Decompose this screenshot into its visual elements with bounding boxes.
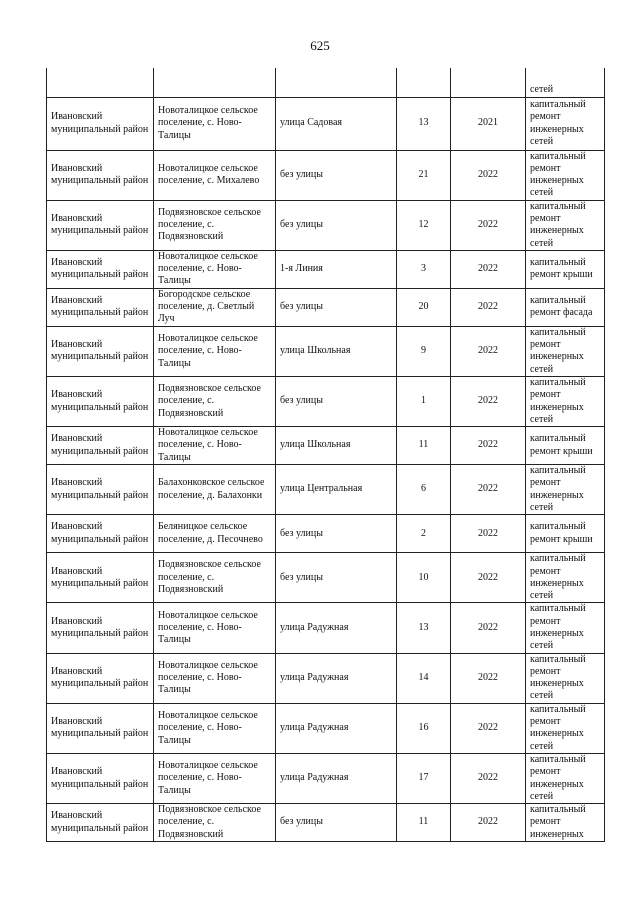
cell-house: 11 (397, 427, 451, 465)
cell-year: 2021 (451, 97, 526, 150)
cell-settlement: Новоталицкое сельское поселение, с. Ново-Талицы (154, 603, 276, 653)
table-row (47, 553, 605, 603)
cell-year: 2022 (451, 376, 526, 426)
cell-work: капитальный ремонт инженерных сетей (526, 465, 605, 515)
cell-year: 2022 (451, 515, 526, 553)
cell-settlement: Подвязновское сельское поселение, с. Подвязновский (154, 553, 276, 603)
cell-district: Ивановский муниципальный район (47, 515, 154, 553)
cell-district: Ивановский муниципальный район (47, 753, 154, 803)
cell-year: 2022 (451, 703, 526, 753)
cell-settlement: Новоталицкое сельское поселение, с. Ново-Талицы (154, 653, 276, 703)
table-row (47, 97, 605, 150)
cell-house: 10 (397, 553, 451, 603)
cell-street: улица Радужная (276, 703, 397, 753)
cell-settlement: Подвязновское сельское поселение, с. Подвязновский (154, 376, 276, 426)
table-row (47, 703, 605, 753)
cell-street: без улицы (276, 804, 397, 842)
cell-district (47, 68, 154, 97)
cell-settlement: Богородское сельское поселение, д. Светлый Луч (154, 288, 276, 326)
cell-house: 6 (397, 465, 451, 515)
cell-settlement: Подвязновское сельское поселение, с. Подвязновский (154, 200, 276, 250)
cell-district: Ивановский муниципальный район (47, 150, 154, 200)
cell-work: капитальный ремонт крыши (526, 427, 605, 465)
table-row (47, 150, 605, 200)
cell-house: 17 (397, 753, 451, 803)
cell-street: без улицы (276, 288, 397, 326)
cell-street: улица Школьная (276, 427, 397, 465)
cell-work: капитальный ремонт инженерных сетей (526, 97, 605, 150)
cell-district: Ивановский муниципальный район (47, 427, 154, 465)
cell-settlement: Новоталицкое сельское поселение, с. Ново-Талицы (154, 97, 276, 150)
cell-work: капитальный ремонт крыши (526, 515, 605, 553)
cell-street: без улицы (276, 376, 397, 426)
cell-settlement: Новоталицкое сельское поселение, с. Ново-Талицы (154, 703, 276, 753)
cell-settlement: Новоталицкое сельское поселение, с. Ново-Талицы (154, 427, 276, 465)
cell-district: Ивановский муниципальный район (47, 553, 154, 603)
cell-district: Ивановский муниципальный район (47, 603, 154, 653)
cell-year: 2022 (451, 465, 526, 515)
cell-work: сетей (526, 68, 605, 97)
cell-settlement: Подвязновское сельское поселение, с. Подвязновский (154, 804, 276, 842)
table-row (47, 753, 605, 803)
table-row (47, 326, 605, 376)
cell-street: без улицы (276, 515, 397, 553)
cell-work: капитальный ремонт инженерных сетей (526, 150, 605, 200)
cell-house: 20 (397, 288, 451, 326)
cell-district: Ивановский муниципальный район (47, 288, 154, 326)
housing-repair-table (46, 68, 605, 842)
cell-work: капитальный ремонт фасада (526, 288, 605, 326)
cell-house: 11 (397, 804, 451, 842)
table-row (47, 427, 605, 465)
cell-house: 2 (397, 515, 451, 553)
cell-district: Ивановский муниципальный район (47, 653, 154, 703)
cell-work: капитальный ремонт инженерных сетей (526, 200, 605, 250)
cell-work: капитальный ремонт инженерных сетей (526, 326, 605, 376)
cell-work: капитальный ремонт инженерных сетей (526, 703, 605, 753)
cell-year: 2022 (451, 250, 526, 288)
cell-district: Ивановский муниципальный район (47, 376, 154, 426)
cell-settlement: Новоталицкое сельское поселение, с. Ново-Талицы (154, 326, 276, 376)
cell-district: Ивановский муниципальный район (47, 465, 154, 515)
cell-work: капитальный ремонт инженерных сетей (526, 376, 605, 426)
cell-street (276, 68, 397, 97)
cell-work: капитальный ремонт инженерных сетей (526, 653, 605, 703)
table-row (47, 603, 605, 653)
table-row (47, 465, 605, 515)
cell-house: 12 (397, 200, 451, 250)
cell-house: 9 (397, 326, 451, 376)
cell-district: Ивановский муниципальный район (47, 250, 154, 288)
cell-district: Ивановский муниципальный район (47, 97, 154, 150)
cell-street: улица Школьная (276, 326, 397, 376)
cell-house: 21 (397, 150, 451, 200)
cell-work: капитальный ремонт инженерных сетей (526, 553, 605, 603)
cell-settlement: Новоталицкое сельское поселение, с. Ново-Талицы (154, 250, 276, 288)
cell-house: 1 (397, 376, 451, 426)
cell-settlement: Новоталицкое сельское поселение, с. Михалево (154, 150, 276, 200)
cell-year: 2022 (451, 427, 526, 465)
cell-settlement: Беляницкое сельское поселение, д. Песочнево (154, 515, 276, 553)
table-row (47, 250, 605, 288)
cell-work: капитальный ремонт инженерных сетей (526, 603, 605, 653)
cell-street: улица Радужная (276, 653, 397, 703)
cell-house: 16 (397, 703, 451, 753)
cell-street: улица Радужная (276, 753, 397, 803)
cell-district: Ивановский муниципальный район (47, 804, 154, 842)
table-row (47, 288, 605, 326)
cell-house (397, 68, 451, 97)
table-row (47, 653, 605, 703)
cell-house: 14 (397, 653, 451, 703)
cell-year: 2022 (451, 804, 526, 842)
cell-year (451, 68, 526, 97)
cell-work: капитальный ремонт крыши (526, 250, 605, 288)
cell-street: без улицы (276, 200, 397, 250)
table-row-continued (47, 68, 605, 97)
cell-house: 3 (397, 250, 451, 288)
cell-street: улица Садовая (276, 97, 397, 150)
cell-street: без улицы (276, 553, 397, 603)
table-row (47, 804, 605, 842)
cell-year: 2022 (451, 753, 526, 803)
cell-work: капитальный ремонт инженерных (526, 804, 605, 842)
cell-street: улица Центральная (276, 465, 397, 515)
cell-year: 2022 (451, 326, 526, 376)
page-number: 625 (310, 38, 330, 53)
cell-year: 2022 (451, 553, 526, 603)
cell-year: 2022 (451, 288, 526, 326)
cell-settlement: Новоталицкое сельское поселение, с. Ново-Талицы (154, 753, 276, 803)
cell-district: Ивановский муниципальный район (47, 200, 154, 250)
cell-street: 1-я Линия (276, 250, 397, 288)
cell-year: 2022 (451, 150, 526, 200)
cell-district: Ивановский муниципальный район (47, 703, 154, 753)
cell-settlement (154, 68, 276, 97)
cell-street: без улицы (276, 150, 397, 200)
cell-year: 2022 (451, 603, 526, 653)
cell-house: 13 (397, 603, 451, 653)
cell-house: 13 (397, 97, 451, 150)
cell-settlement: Балахонковское сельское поселение, д. Балахонки (154, 465, 276, 515)
cell-year: 2022 (451, 200, 526, 250)
table-row (47, 376, 605, 426)
cell-work: капитальный ремонт инженерных сетей (526, 753, 605, 803)
cell-street: улица Радужная (276, 603, 397, 653)
cell-district: Ивановский муниципальный район (47, 326, 154, 376)
table-row (47, 515, 605, 553)
cell-year: 2022 (451, 653, 526, 703)
table-row (47, 200, 605, 250)
